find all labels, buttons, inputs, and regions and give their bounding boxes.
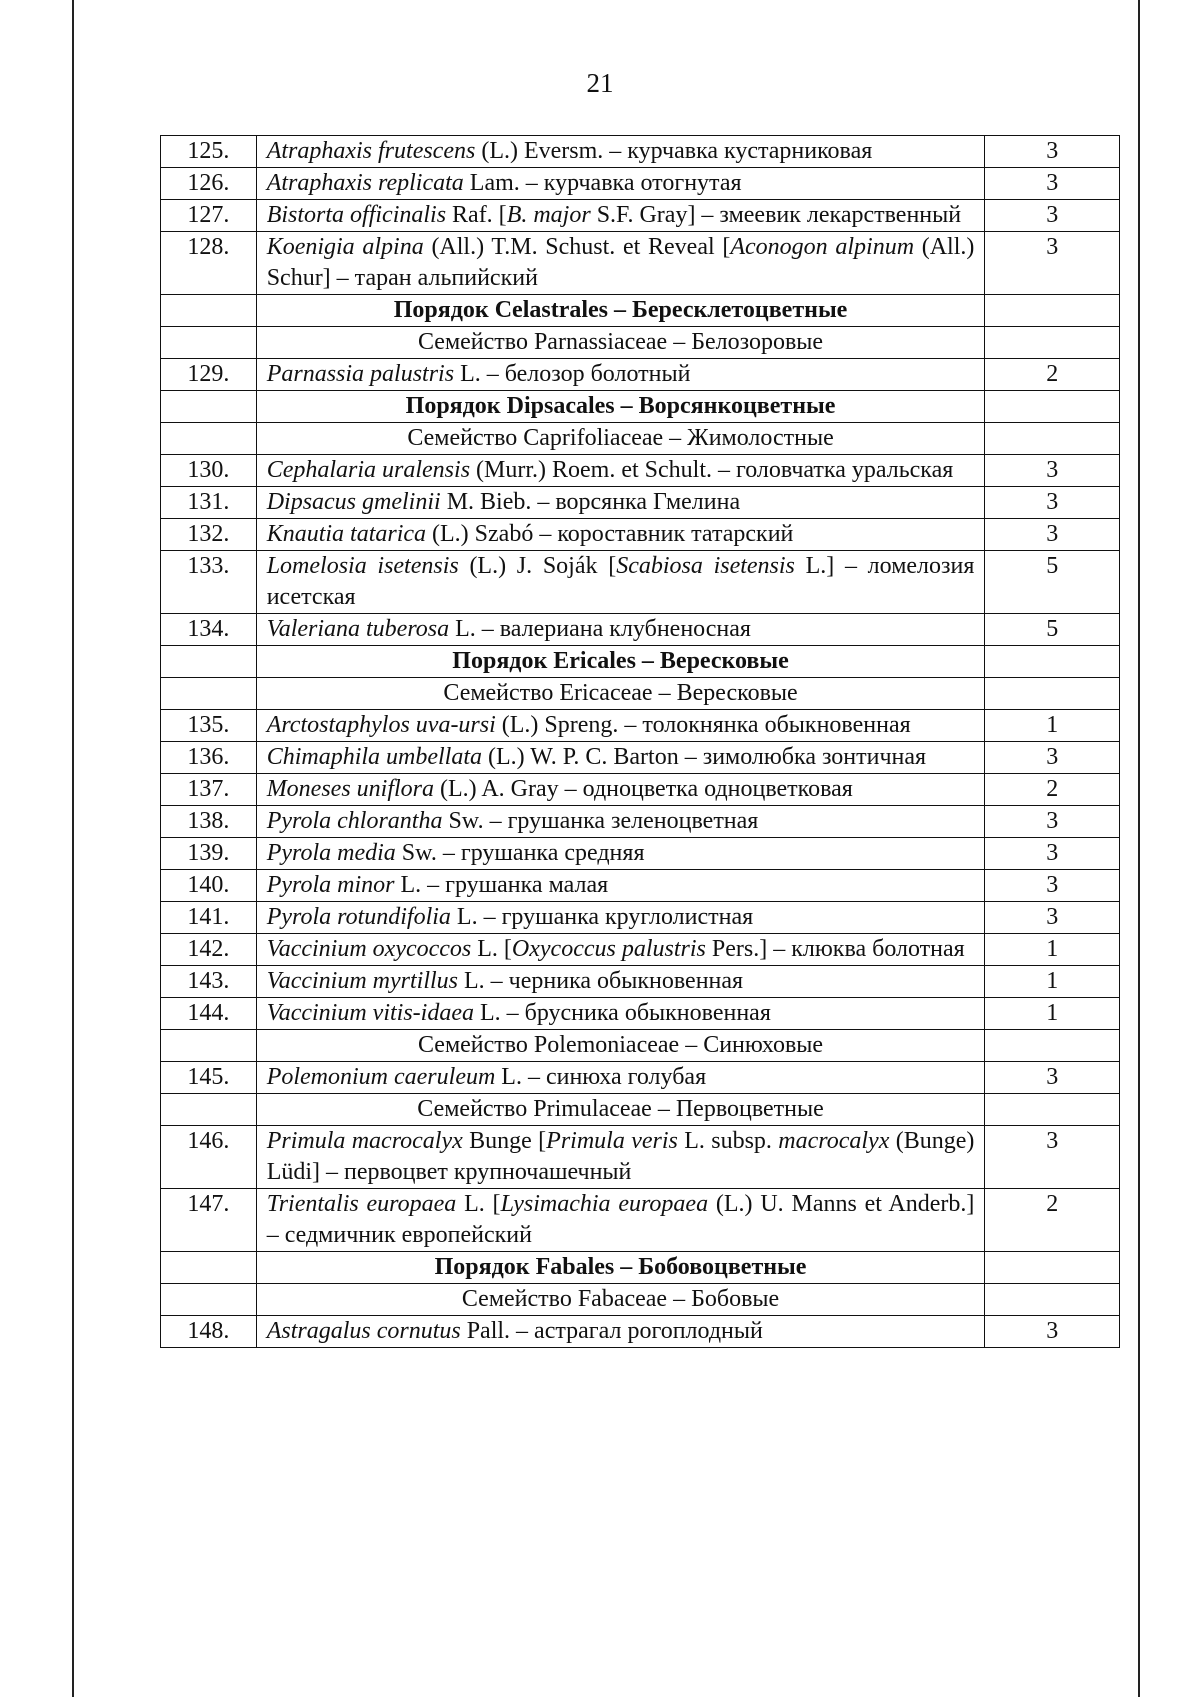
family-header-row — [161, 423, 1120, 455]
species-table — [160, 135, 1120, 1348]
species-number: 144. — [161, 998, 257, 1030]
species-name — [256, 998, 985, 1030]
name-text: (L.) Spreng. – толокнянка обыкновенная — [495, 712, 911, 738]
species-row — [161, 519, 1120, 551]
latin-name: Moneses uniflora — [266, 776, 435, 802]
name-text: L.] – ломелозия исетская — [266, 553, 975, 610]
species-row — [161, 359, 1120, 391]
latin-name: Atraphaxis frutescens — [266, 138, 476, 164]
name-text: (L.) J. Soják [ — [458, 553, 617, 579]
species-row — [161, 742, 1120, 774]
species-name — [256, 870, 985, 902]
name-text: Sw. – грушанка зеленоцветная — [442, 808, 759, 834]
latin-name: B. major — [506, 202, 591, 228]
latin-name: Scabiosa isetensis — [616, 553, 795, 579]
rarity-category: 3 — [985, 168, 1120, 200]
species-number: 148. — [161, 1316, 257, 1348]
empty-cell — [985, 1094, 1120, 1126]
family-header-row — [161, 327, 1120, 359]
empty-cell — [161, 423, 257, 455]
family-header-row — [161, 1094, 1120, 1126]
rarity-category: 1 — [985, 998, 1120, 1030]
empty-cell — [985, 1252, 1120, 1284]
species-name — [256, 455, 985, 487]
latin-name: Pyrola media — [266, 840, 396, 866]
species-name — [256, 359, 985, 391]
species-row — [161, 806, 1120, 838]
order-label: Порядок Celastrales – Бересклетоцветные — [256, 295, 985, 327]
empty-cell — [161, 678, 257, 710]
latin-name: Knautia tatarica — [266, 521, 427, 547]
species-number: 138. — [161, 806, 257, 838]
name-text: (Bunge) Lüdi] – первоцвет крупночашечный — [266, 1128, 975, 1185]
rarity-category: 1 — [985, 966, 1120, 998]
name-text: L. – черника обыкновенная — [458, 968, 744, 994]
empty-cell — [161, 391, 257, 423]
species-number: 134. — [161, 614, 257, 646]
name-text: (L.) Szabó – короставник татарский — [426, 521, 794, 547]
family-header-row — [161, 1284, 1120, 1316]
species-row — [161, 551, 1120, 614]
name-text: Sw. – грушанка средняя — [395, 840, 645, 866]
species-row — [161, 934, 1120, 966]
name-text: (L.) Eversm. – курчавка кустарниковая — [475, 138, 873, 164]
rarity-category: 2 — [985, 359, 1120, 391]
empty-cell — [161, 1284, 257, 1316]
latin-name: macrocalyx — [778, 1128, 890, 1154]
name-text: L. – валериана клубненосная — [449, 616, 751, 642]
rarity-category: 3 — [985, 455, 1120, 487]
species-name — [256, 1062, 985, 1094]
species-number: 133. — [161, 551, 257, 614]
empty-cell — [161, 1252, 257, 1284]
name-text: L. – белозор болотный — [454, 361, 691, 387]
name-text: Pall. – астрагал рогоплодный — [460, 1318, 763, 1344]
species-number: 141. — [161, 902, 257, 934]
rarity-category: 2 — [985, 1189, 1120, 1252]
species-row — [161, 487, 1120, 519]
family-label: Семейство Primulaceae – Первоцветные — [256, 1094, 985, 1126]
name-text: (Murr.) Roem. et Schult. – головчатка уральская — [470, 457, 954, 483]
name-text: L. [ — [471, 936, 512, 962]
species-number: 126. — [161, 168, 257, 200]
family-label: Семейство Caprifoliaceae – Жимолостные — [256, 423, 985, 455]
latin-name: Primula macrocalyx — [266, 1128, 463, 1154]
name-text: L. – грушанка малая — [394, 872, 609, 898]
species-name — [256, 232, 985, 295]
species-number: 139. — [161, 838, 257, 870]
species-number: 143. — [161, 966, 257, 998]
order-header-row — [161, 646, 1120, 678]
order-label: Порядок Ericales – Вересковые — [256, 646, 985, 678]
name-text: S.F. Gray] – змеевик лекарственный — [590, 202, 962, 228]
latin-name: Parnassia palustris — [266, 361, 455, 387]
empty-cell — [161, 327, 257, 359]
empty-cell — [161, 1030, 257, 1062]
rarity-category: 1 — [985, 934, 1120, 966]
rarity-category: 3 — [985, 232, 1120, 295]
species-row — [161, 1316, 1120, 1348]
empty-cell — [985, 646, 1120, 678]
species-number: 130. — [161, 455, 257, 487]
rarity-category: 3 — [985, 806, 1120, 838]
rarity-category: 3 — [985, 838, 1120, 870]
name-text: M. Bieb. – ворсянка Гмелина — [440, 489, 741, 515]
species-name — [256, 200, 985, 232]
species-number: 142. — [161, 934, 257, 966]
latin-name: Bistorta officinalis — [266, 202, 447, 228]
latin-name: Primula veris — [546, 1128, 678, 1154]
name-text: Lam. – курчавка отогнутая — [463, 170, 742, 196]
rarity-category: 3 — [985, 200, 1120, 232]
name-text: Bunge [ — [462, 1128, 547, 1154]
latin-name: Polemonium caeruleum — [266, 1064, 496, 1090]
species-name — [256, 806, 985, 838]
species-name — [256, 487, 985, 519]
latin-name: Lysimachia europaea — [500, 1191, 709, 1217]
species-number: 128. — [161, 232, 257, 295]
name-text: L. – грушанка круглолистная — [450, 904, 754, 930]
species-row — [161, 1062, 1120, 1094]
rarity-category: 3 — [985, 519, 1120, 551]
scan-edge-line-right — [1138, 0, 1140, 1697]
species-name — [256, 1316, 985, 1348]
species-name — [256, 710, 985, 742]
rarity-category: 3 — [985, 742, 1120, 774]
name-text: L. subsp. — [677, 1128, 779, 1154]
empty-cell — [985, 1030, 1120, 1062]
empty-cell — [985, 327, 1120, 359]
rarity-category: 3 — [985, 136, 1120, 168]
species-row — [161, 838, 1120, 870]
empty-cell — [985, 295, 1120, 327]
rarity-category: 3 — [985, 1316, 1120, 1348]
rarity-category: 5 — [985, 551, 1120, 614]
name-text: L. – синюха голубая — [495, 1064, 707, 1090]
species-name — [256, 838, 985, 870]
rarity-category: 3 — [985, 1126, 1120, 1189]
empty-cell — [985, 678, 1120, 710]
scan-edge-line-left — [72, 0, 74, 1697]
species-name — [256, 614, 985, 646]
species-number: 136. — [161, 742, 257, 774]
species-number: 140. — [161, 870, 257, 902]
species-row — [161, 998, 1120, 1030]
species-row — [161, 168, 1120, 200]
family-label: Семейство Polemoniaceae – Синюховые — [256, 1030, 985, 1062]
species-number: 129. — [161, 359, 257, 391]
family-label: Семейство Parnassiaceae – Белозоровые — [256, 327, 985, 359]
order-header-row — [161, 391, 1120, 423]
name-text: L. – брусника обыкновенная — [473, 1000, 771, 1026]
species-name — [256, 934, 985, 966]
species-row — [161, 1189, 1120, 1252]
species-name — [256, 1189, 985, 1252]
species-name — [256, 168, 985, 200]
species-name — [256, 742, 985, 774]
family-label: Семейство Fabaceae – Бобовые — [256, 1284, 985, 1316]
empty-cell — [161, 295, 257, 327]
latin-name: Vaccinium myrtillus — [266, 968, 458, 994]
species-row — [161, 966, 1120, 998]
order-header-row — [161, 295, 1120, 327]
name-text: (All.) Schur] – таран альпийский — [266, 234, 975, 291]
empty-cell — [161, 646, 257, 678]
latin-name: Dipsacus gmelinii — [266, 489, 441, 515]
name-text: (All.) T.M. Schust. et Reveal [ — [423, 234, 731, 260]
name-text: (L.) A. Gray – одноцветка одноцветковая — [434, 776, 853, 802]
order-label: Порядок Fabales – Бобовоцветные — [256, 1252, 985, 1284]
name-text: L. [ — [456, 1191, 501, 1217]
species-name — [256, 1126, 985, 1189]
empty-cell — [985, 391, 1120, 423]
rarity-category: 3 — [985, 487, 1120, 519]
empty-cell — [161, 1094, 257, 1126]
latin-name: Arctostaphylos uva-ursi — [266, 712, 496, 738]
family-header-row — [161, 678, 1120, 710]
name-text: Pers.] – клюква болотная — [705, 936, 965, 962]
latin-name: Astragalus cornutus — [266, 1318, 461, 1344]
latin-name: Trientalis europaea — [266, 1191, 457, 1217]
species-name — [256, 136, 985, 168]
family-header-row — [161, 1030, 1120, 1062]
species-table-body — [161, 136, 1120, 1348]
species-name — [256, 551, 985, 614]
rarity-category: 1 — [985, 710, 1120, 742]
species-name — [256, 966, 985, 998]
species-number: 127. — [161, 200, 257, 232]
species-name — [256, 519, 985, 551]
species-number: 125. — [161, 136, 257, 168]
name-text: Raf. [ — [446, 202, 507, 228]
species-number: 135. — [161, 710, 257, 742]
rarity-category: 3 — [985, 870, 1120, 902]
latin-name: Atraphaxis replicata — [266, 170, 464, 196]
species-name — [256, 774, 985, 806]
rarity-category: 2 — [985, 774, 1120, 806]
species-row — [161, 1126, 1120, 1189]
order-label: Порядок Dipsacales – Ворсянкоцветные — [256, 391, 985, 423]
rarity-category: 5 — [985, 614, 1120, 646]
species-row — [161, 455, 1120, 487]
species-number: 131. — [161, 487, 257, 519]
empty-cell — [985, 423, 1120, 455]
species-number: 146. — [161, 1126, 257, 1189]
empty-cell — [985, 1284, 1120, 1316]
species-row — [161, 902, 1120, 934]
species-row — [161, 710, 1120, 742]
latin-name: Oxycoccus palustris — [511, 936, 706, 962]
species-number: 137. — [161, 774, 257, 806]
latin-name: Chimaphila umbellata — [266, 744, 483, 770]
rarity-category: 3 — [985, 1062, 1120, 1094]
latin-name: Pyrola minor — [266, 872, 395, 898]
family-label: Семейство Ericaceae – Вересковые — [256, 678, 985, 710]
latin-name: Cephalaria uralensis — [266, 457, 471, 483]
species-row — [161, 614, 1120, 646]
species-row — [161, 136, 1120, 168]
latin-name: Pyrola rotundifolia — [266, 904, 451, 930]
species-number: 145. — [161, 1062, 257, 1094]
species-row — [161, 232, 1120, 295]
latin-name: Aconogon alpinum — [730, 234, 915, 260]
page-number: 21 — [586, 68, 614, 98]
latin-name: Pyrola chlorantha — [266, 808, 443, 834]
species-number: 132. — [161, 519, 257, 551]
species-number: 147. — [161, 1189, 257, 1252]
latin-name: Koenigia alpina — [266, 234, 424, 260]
rarity-category: 3 — [985, 902, 1120, 934]
species-name — [256, 902, 985, 934]
species-row — [161, 200, 1120, 232]
latin-name: Vaccinium oxycoccos — [266, 936, 472, 962]
species-row — [161, 870, 1120, 902]
latin-name: Lomelosia isetensis — [266, 553, 459, 579]
latin-name: Valeriana tuberosa — [266, 616, 450, 642]
latin-name: Vaccinium vitis-idaea — [266, 1000, 474, 1026]
species-row — [161, 774, 1120, 806]
order-header-row — [161, 1252, 1120, 1284]
name-text: (L.) W. P. C. Barton – зимолюбка зонтичная — [482, 744, 927, 770]
name-text: (L.) U. Manns et Anderb.] – седмичник европейский — [266, 1191, 975, 1248]
